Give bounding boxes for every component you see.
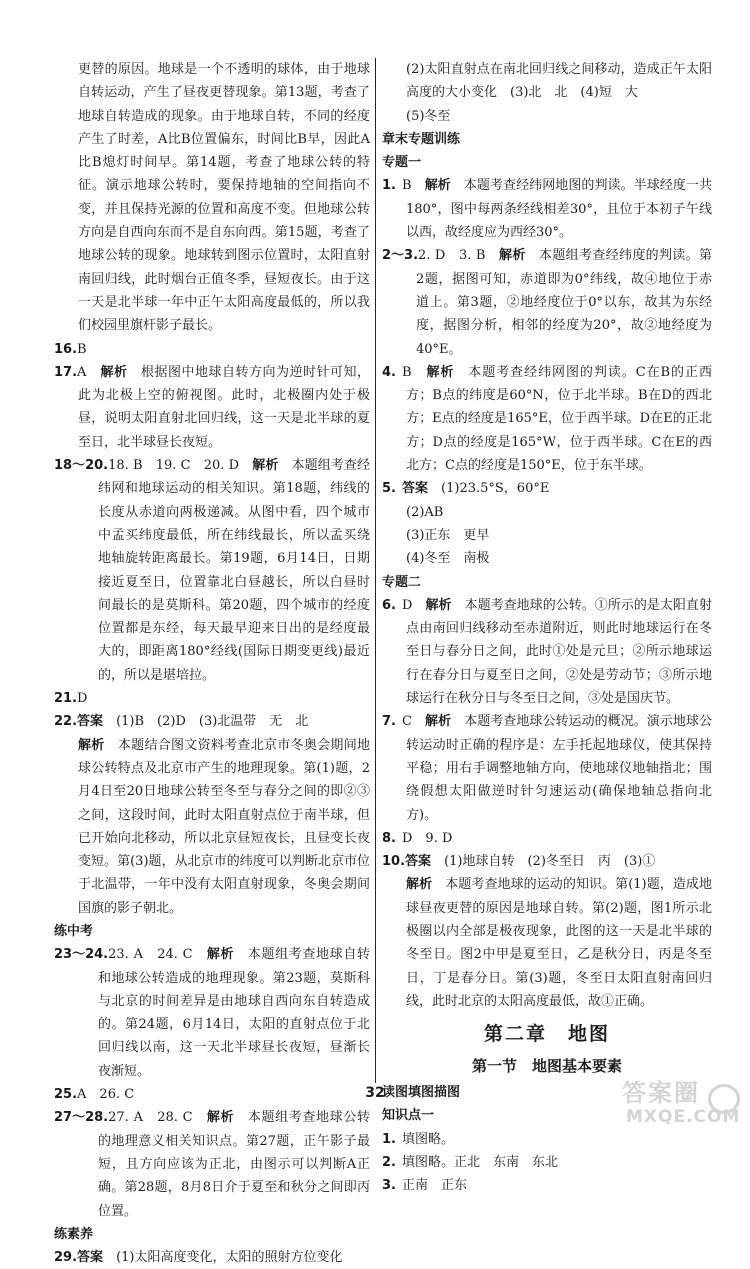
- answer-item-18-20: 18～20.18. B 19. C 20. D 解析 本题组考查经纬网和地球运动的相关知识。第18题，纬线的长度从赤道向两极递减。从图中看，四个城市中孟买纬度最低，所在纬线最长，所以孟买绕地轴旋转距离最长。第19题，6月14日，日期接近夏至日，位置靠北白昼越长，所以白昼时间最长的是莫斯科。第20题，四个城市的经度位置都是东经，每天最早迎来日出的是经度最大的，即距离180°经线(国际日期变更线)最近的，所以是堪培拉。: [54, 458, 370, 683]
- answer-item-5: 5. 答案 (1)23.5°S，60°E: [382, 481, 550, 497]
- answer-item-1: 1. B 解析 本题考查经纬网地图的判读。半球经度一共180°，图中每两条经线相差30°，且位于本初子午线以西，故经度应为西经30°。: [382, 178, 712, 241]
- answer-item-6: 6. D 解析 本题考查地球的公转。①所示的是太阳直射点由南回归线移动至赤道附近，则此时地球运行在冬至日与春分日之间，此时①处是元旦；②所示地球运行在春分日与夏至日之间，②处是劳动节；③所示地球运行在秋分日与冬至日之间，③处是国庆节。: [382, 597, 712, 707]
- watermark-url: MXQE.COM: [626, 1107, 741, 1127]
- answer-item-29: 29.答案 (1)太阳高度变化，太阳的照射方位变化: [54, 1250, 343, 1266]
- answer-item-22: 22.答案 (1)B (2)D (3)北温带 无 北: [54, 714, 309, 730]
- section-topic-1: 专题一: [382, 155, 422, 171]
- answer-item-25: 25.A 26. C: [54, 1087, 135, 1103]
- page-number: 32: [365, 1085, 385, 1101]
- subsection-knowledge-point-1: 知识点一: [382, 1108, 435, 1124]
- chapter-title: 第二章 地图: [483, 1023, 610, 1046]
- answer-item-23-24: 23～24.23. A 24. C 解析 本题组考查地球自转和地球公转造成的地理现象。第23题，莫斯科与北京的时间差异是由地球自西向东自转造成的。第24题，6月14日，太阳的直射点位于北回归线以南，这一天北半球昼长夜短，昼渐长夜渐短。: [54, 947, 370, 1079]
- fill-item-2: 2. 填图略。正北 东南 东北: [382, 1155, 559, 1171]
- column-divider: [375, 58, 376, 1083]
- answer-item-8: 8. D 9. D: [382, 830, 453, 846]
- right-column: [382, 58, 712, 1198]
- watermark-logo: [596, 1079, 746, 1130]
- answer-5-part-4: (4)冬至 南极: [406, 551, 490, 567]
- answer-item-7: 7. C 解析 本题考查地球公转运动的概况。演示地球公转运动时正确的程序是：左手托起地球仪，使其保持平稳；用右手调整地轴方向，使地球仪地轴指北；围绕假想太阳做逆时针匀速运动(确保地轴总指向北方)。: [382, 714, 712, 823]
- section-title: 第一节 地图基本要素: [471, 1057, 622, 1076]
- answer-5-part-3: (3)正东 更早: [406, 527, 490, 543]
- answer-item-4: 4. B 解析 本题考查经纬网图的判读。C在B的正西方；B点的纬度是60°N，位于北半球。B在D的西北方；E点的经度是165°E，位于西半球。D在E的正北方；D点的经度是165°W，位于西半球。C在E的西北方；C点的经度是150°E，位于东半球。: [382, 364, 712, 474]
- answer-29-continued-2: (5)冬至: [406, 108, 451, 124]
- subsection-read-map: 读图填图描图: [382, 1085, 461, 1101]
- fill-item-1: 1. 填图略。: [382, 1131, 455, 1147]
- answer-item-16: 16.B: [54, 341, 87, 357]
- answer-item-17: 17.A 解析 根据图中地球自转方向为逆时针可知，此为北极上空的俯视图。此时，北极圈内处于极昼，说明太阳直射北回归线，这一天是北半球的夏至日，北半球昼长夜短。: [54, 364, 370, 450]
- answer-item-27-28: 27～28.27. A 28. C 解析 本题组考查地球公转的地理意义相关知识点。第27题，正午影子最短，且方向应该为正北，由图示可以判断A正确。第28题，8月8日介于夏至和秋分之间即丙位置。: [54, 1110, 370, 1219]
- answer-item-21: 21.D: [54, 691, 88, 707]
- answer-29-continued: (2)太阳直射点在南北回归线之间移动，造成正午太阳高度的大小变化 (3)北 北 (4)短 大: [406, 62, 712, 101]
- answer-paragraph: 更替的原因。地球是一个不透明的球体，由于地球自转运动，产生了昼夜更替现象。第13题，考查了地球自转造成的现象。由于地球自转，不同的经度产生了时差，A比B位置偏东，时间比B早，因此A比B熄灯时间早。第14题，考查了地球公转的特征。演示地球公转时，要保持地轴的空间指向不变，并且保持光源的位置和高度不变。但地球公转方向是自西向东而不是自东向西。第15题，考查了地球公转的现象。地球转到图示位置时，太阳直射南回归线，此时烟台正值冬季，昼短夜长。由于这一天是北半球一年中正午太阳高度最低的，所以我们校园里旗杆影子最长。: [78, 62, 370, 334]
- analysis-10: 解析 本题考查地球的运动的知识。第(1)题，造成地球昼夜更替的原因是地球自转。第(2)题，图1所示北极圈以内全部是极夜现象，此图的这一天是北半球的冬至日。图2中甲是夏至日，乙是秋分日，丙是冬至日，丁是春分日。第(3)题，冬至日太阳直射南回归线，此时北京的太阳高度最低，故①正确。: [406, 877, 712, 1009]
- section-lianzhongkao: 练中考: [54, 923, 94, 939]
- section-topic-2: 专题二: [382, 574, 422, 590]
- watermark-text: 答案圈: [622, 1079, 700, 1107]
- answer-item-10: 10.答案 (1)地球自转 (2)冬至日 丙 (3)①: [382, 854, 656, 870]
- section-chapter-training: 章末专题训练: [382, 131, 461, 147]
- analysis-22: 解析 本题结合图文资料考查北京市冬奥会期间地球公转特点及北京市产生的地理现象。第(1)题，2月4日至20日地球公转至冬至与春分之间的即②③之间，这段时间，此时太阳直射点位于南半球，但已开始向北移动，所以北京昼短夜长，且昼变长夜变短。第(3)题，从北京市的纬度可以判断北京市位于北温带，一年中没有太阳直射现象，冬奥会期间国旗的影子朝北。: [78, 737, 370, 916]
- section-liansuyang: 练素养: [54, 1226, 94, 1242]
- answer-item-2-3: 2～3.2. D 3. B 解析 本题组考查经纬度的判读。第2题，据图可知，赤道即为0°纬线，故④地位于赤道上。第3题，②地经度位于0°以东，故其为东经度，据图分析，相邻的经度为20°，故②地经度为40°E。: [382, 248, 712, 357]
- answer-5-part-2: (2)AB: [406, 504, 444, 520]
- fill-item-3: 3. 正南 正东: [382, 1178, 468, 1194]
